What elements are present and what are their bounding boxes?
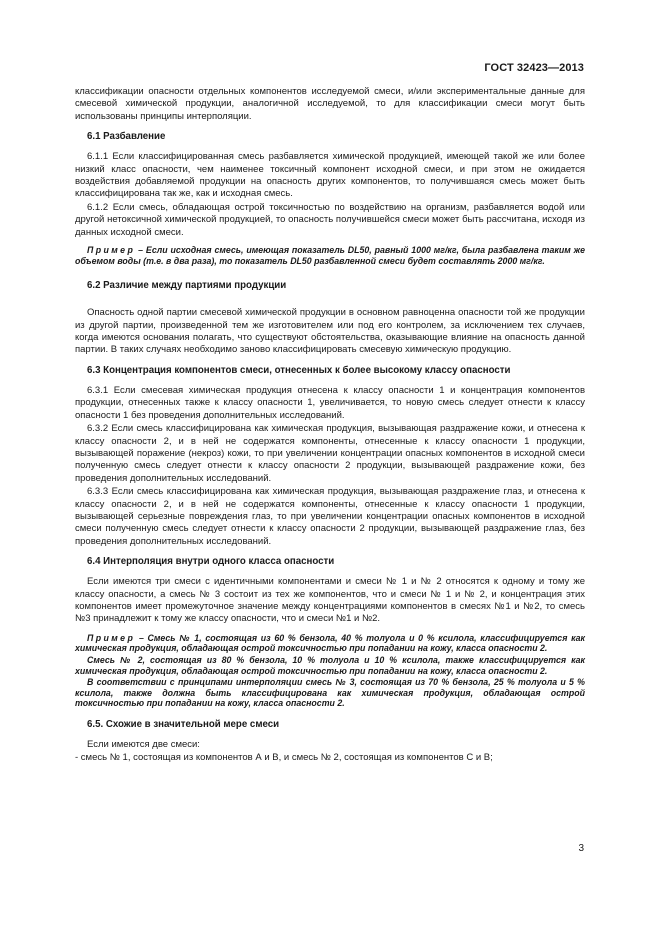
paragraph-6-3-1: 6.3.1 Если смесевая химическая продукция отнесена к классу опасности 1 и концентрация компонентов продукции, отнесенных также к классу опасности 1, увеличивается, то новую смесь следует отнести к классу опасности 1 без проведения дополнительных исследований.: [75, 384, 585, 421]
document-body: [75, 86, 585, 765]
example-6-4-3: В соответствии с принципами интерполяции смесь № 3, состоящая из 70 % бензола, 25 % толуола и 5 % ксилола, также должна быть классифицирована как химическая продукция, обладающая острой токсичностью при попадании на кожу, класса опасности 2.: [75, 677, 585, 709]
paragraph-6-1-1: 6.1.1 Если классифицированная смесь разбавляется химической продукцией, имеющей такой же или более низкий класс опасности, чем наименее токсичный компонент исходной смеси, и при этом не ожидается воздействия добавляемой продукции на опасность других компонентов, то получившаяся смесь может быть классифицирована так же, как и исходная смесь.: [75, 151, 585, 200]
paragraph-6-5-2: - смесь № 1, состоящая из компонентов А и В, и смесь № 2, состоящая из компонентов С и В;: [75, 752, 493, 764]
paragraph-6-2: Опасность одной партии смесевой химической продукции в основном равноценна опасности той же продукции из другой партии, произведенной тем же изготовителем или под его контролем, за исключением тех случаев, когда имеются основания полагать, что существуют обстоятельства, оказывающие влияние на опасность данной партии. В таких случаях необходимо заново классифицировать смесевую химическую продукцию.: [75, 307, 585, 356]
section-6-5-heading: 6.5. Схожие в значительной мере смеси: [87, 718, 280, 730]
example-label: Пример: [87, 245, 136, 256]
section-6-4-heading: 6.4 Интерполяция внутри одного класса опасности: [87, 556, 335, 568]
example-6-1: [75, 245, 585, 266]
paragraph-6-3-3: 6.3.3 Если смесь классифицирована как химическая продукция, вызывающая раздражение глаз, и отнесена к классу опасности 2, и в ней не содержатся компоненты, отнесенные к классу опасности 1 продукции, вызывающей серьезные повреждения глаз, то при увеличении концентрации опасных компонентов в исходной смеси полученную смесь следует отнести к классу опасности 2 продукции, вызывающей раздражение глаз, без проведения дополнительных исследований.: [75, 486, 585, 547]
standard-code: ГОСТ 32423—2013: [484, 62, 584, 74]
intro-paragraph: классификации опасности отдельных компонентов исследуемой смеси, и/или экспериментальные данные для смесевой химической продукции, аналогичной исследуемой, то для классификации смеси могут быть использованы принципы интерполяции.: [75, 86, 585, 122]
example-6-4-1: [75, 633, 585, 654]
paragraph-6-3-2: 6.3.2 Если смесь классифицирована как химическая продукция, вызывающая раздражение кожи, и отнесена к классу опасности 2, и в ней не содержатся компоненты, отнесенные к классу опасности 1 продукции, вызывающей поражение (некроз) кожи, то при увеличении концентрации опасных компонентов в исходной смеси полученную смесь следует отнести к классу опасности 2 продукции, вызывающей раздражение кожи, без проведения дополнительных исследований.: [75, 423, 585, 484]
paragraph-6-4: Если имеются три смеси с идентичными компонентами и смеси № 1 и № 2 относятся к одному и тому же классу опасности, а смесь № 3 состоит из тех же компонентов, что и смеси № 1 и № 2, и концентрация этих компонентов имеет промежуточное значение между концентрациями компонентов в смесях №1 и №2, то смесь №3 принадлежит к тому же классу опасности, что и смеси №1 и №2.: [75, 576, 585, 625]
example-label: Пример: [87, 632, 136, 643]
example-text: – Если исходная смесь, имеющая показатель DL50, равный 1000 мг/кг, была разбавлена таким же объемом воды (т.е. в два раза), то показатель DL50 разбавленной смеси будет составлять 2000 мг/кг.: [75, 245, 585, 266]
paragraph-6-1-2: 6.1.2 Если смесь, обладающая острой токсичностью по воздействию на организм, разбавляется водой или другой нетоксичной химической продукцией, то опасность получившейся смеси может быть рассчитана, исходя из данных исходной смеси.: [75, 201, 585, 238]
example-text: – Смесь № 1, состоящая из 60 % бензола, 40 % толуола и 0 % ксилола, классифицируется как химическая продукция, обладающая острой токсичностью при попадании на кожу, класса опасности 2.: [75, 632, 585, 654]
section-6-3-heading: 6.3 Концентрация компонентов смеси, отнесенных к более высокому классу опасности: [87, 364, 511, 376]
section-6-1-heading: 6.1 Разбавление: [87, 131, 166, 143]
section-6-2-heading: 6.2 Различие между партиями продукции: [87, 280, 287, 292]
page-number: 3: [578, 843, 584, 854]
paragraph-6-5-1: Если имеются две смеси:: [87, 738, 200, 750]
example-6-4-2: Смесь № 2, состоящая из 80 % бензола, 10 % толуола и 10 % ксилола, также классифицируется как химическая продукция, обладающая острой токсичностью при попадании на кожу, класса опасности 2.: [75, 654, 585, 676]
